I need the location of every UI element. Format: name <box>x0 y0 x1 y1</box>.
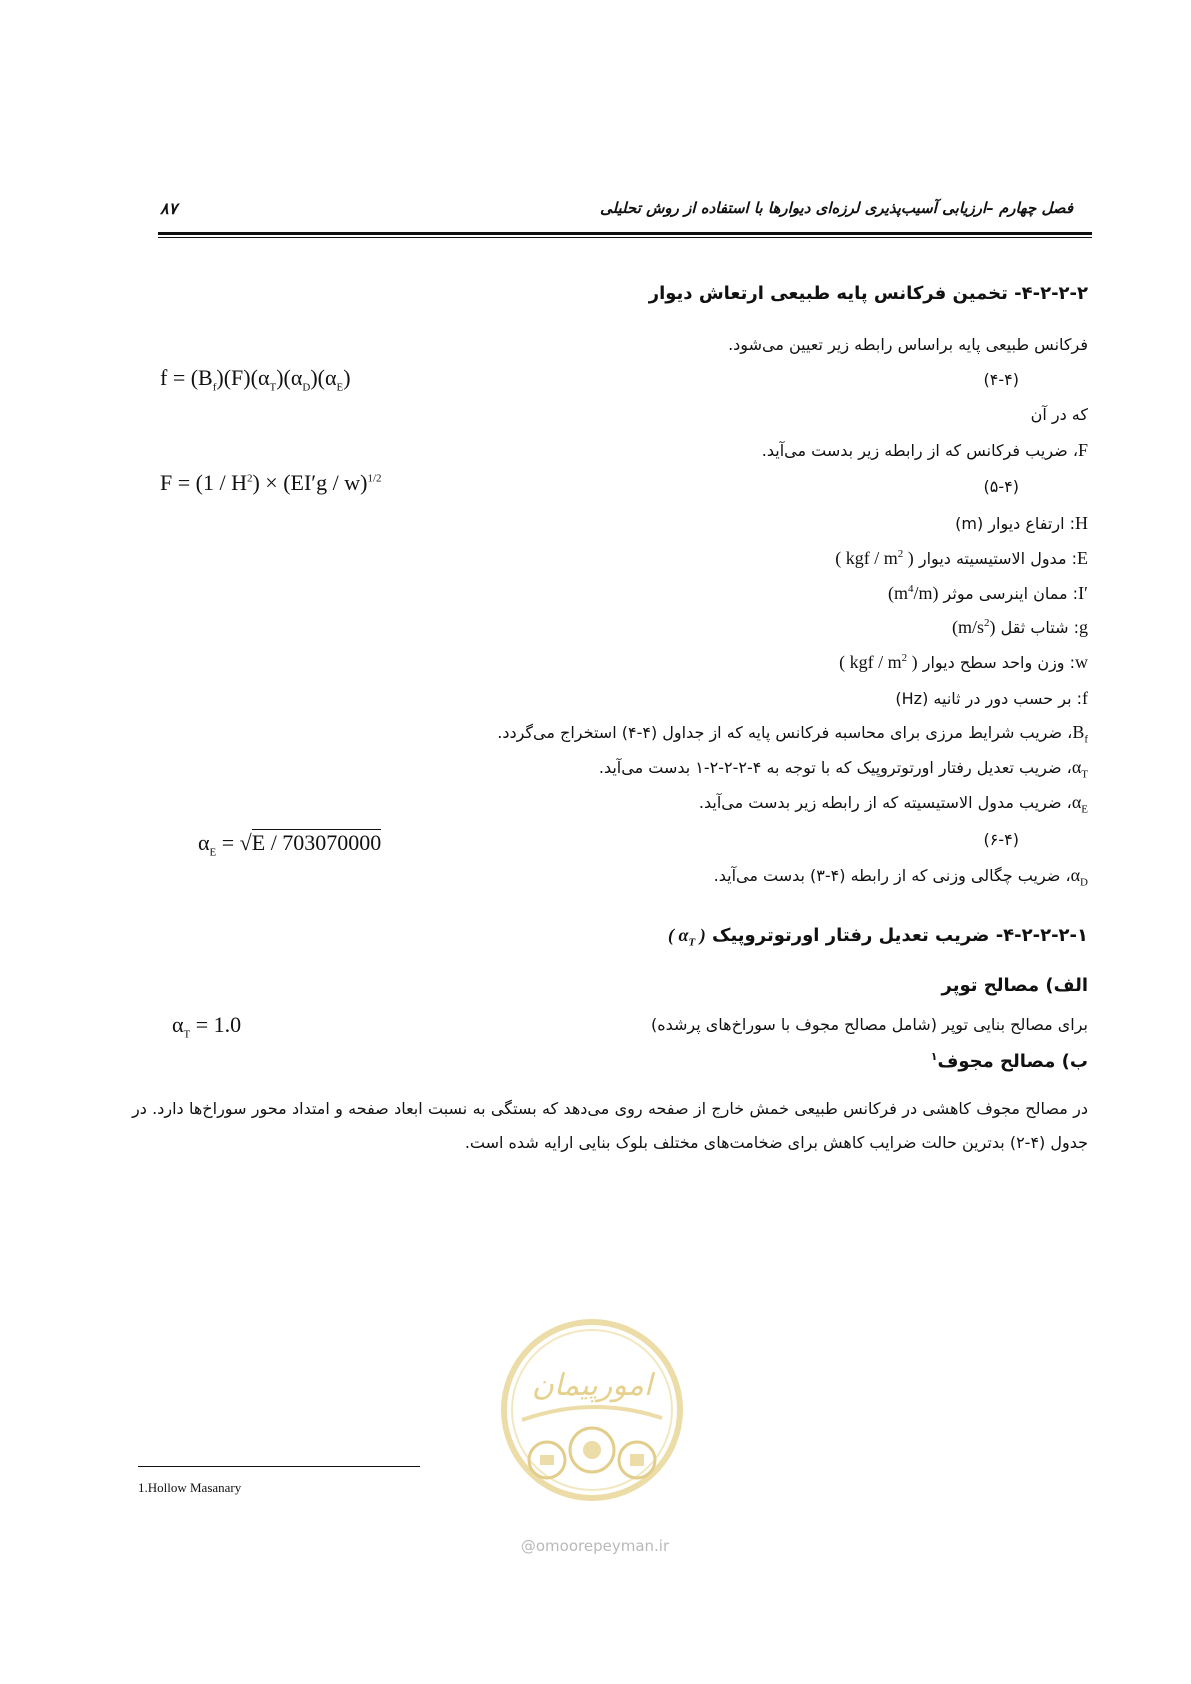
equation-frequency: $f = (B_f)(F)(\alpha_T)(\alpha_D)(\alpha_E)$ <box>160 365 351 394</box>
equation-number: (۵-۴) <box>983 477 1019 496</box>
page-number: ۸۷ <box>160 199 178 218</box>
header-rule-thin <box>158 237 1092 238</box>
def-g: g: شتاب ثقل $(m/s^2)$ <box>951 617 1088 637</box>
equation-frequency-coefficient: $F = (1 / H^2) \times (EI'g / w)^{1/2}$ <box>160 470 382 495</box>
def-alpha-D: $\alpha_D،$ ضریب چگالی وزنی که از رابطه (۴-۳) بدست می‌آید. <box>713 865 1088 889</box>
def-E: E: مدول الاستیسیته دیوار ( kgf / $m^2$ ) <box>835 548 1088 568</box>
footnote-rule <box>138 1466 420 1467</box>
section-heading: ۴-۲-۲-۲- تخمین فرکانس پایه طبیعی ارتعاش دیوار <box>648 283 1088 304</box>
def-I: I′: ممان اینرسی موثر $(m^4/m)$ <box>887 583 1088 603</box>
equation-alpha-T: $\alpha_T = 1.0$ <box>172 1012 242 1041</box>
equation-number: (۶-۴) <box>983 830 1019 849</box>
def-F: F، ضریب فرکانس که از رابطه زیر بدست می‌آید. <box>761 440 1088 460</box>
equation-number: (۴-۴) <box>983 370 1019 389</box>
where-text: که در آن <box>1030 405 1088 424</box>
subsection-heading: ۴-۲-۲-۲-۱- ضریب تعدیل رفتار اورتوتروپیک ( $\alpha_T$ ) <box>668 925 1088 949</box>
def-f: f: بر حسب دور در ثانیه (Hz) <box>895 688 1088 708</box>
equation-alpha-E: $\alpha_E = √E / 703070000$ <box>198 830 382 859</box>
def-H: H: ارتفاع دیوار (m) <box>955 513 1088 533</box>
watermark-site: @omoorepeyman.ir <box>520 1537 670 1555</box>
header-rule <box>158 232 1092 235</box>
footnote: 1.Hollow Masanary <box>138 1480 242 1495</box>
solid-text: برای مصالح بنایی توپر (شامل مصالح مجوف با سوراخ‌های پرشده) <box>650 1015 1088 1034</box>
hollow-heading: ب) مصالح مجوف$^۱$ <box>930 1050 1088 1072</box>
def-alpha-E: $\alpha_E،$ ضریب مدول الاستیسیته که از رابطه زیر بدست می‌آید. <box>698 792 1088 816</box>
def-Bf: $B_f،$ ضریب شرایط مرزی برای محاسبه فرکانس پایه که از جداول (۴-۴) استخراج می‌گردد. <box>497 722 1088 746</box>
running-header-title: فصل چهارم –ارزیابی آسیب‌پذیری لرزه‌ای دیوارها با استفاده از روش تحلیلی <box>600 199 1073 217</box>
intro-text: فرکانس طبیعی پایه براساس رابطه زیر تعیین می‌شود. <box>728 335 1088 354</box>
solid-heading: الف) مصالح توپر <box>941 975 1088 996</box>
footnote-marker: ۱ <box>930 1050 938 1063</box>
def-alpha-T: $\alpha_T،$ ضریب تعدیل رفتار اورتوتروپیک که با توجه به ۴-۲-۲-۲-۱ بدست می‌آید. <box>598 757 1088 781</box>
watermark-logo <box>492 1300 692 1520</box>
hollow-paragraph: در مصالح مجوف کاهشی در فرکانس طبیعی خمش خارج از صفحه روی می‌دهد که بستگی به نسبت ابعاد صفحه و امتداد محور سوراخ‌ها دارد. در جدول (۴-۲) بدترین حالت ضرایب کاهش برای ضخامت‌های مختلف بلوک بنایی ارایه شده است. <box>132 1099 1088 1152</box>
watermark-text: امورپیمان <box>531 1368 653 1403</box>
def-w: w: وزن واحد سطح دیوار ( kgf / $m^2$ ) <box>839 652 1088 672</box>
